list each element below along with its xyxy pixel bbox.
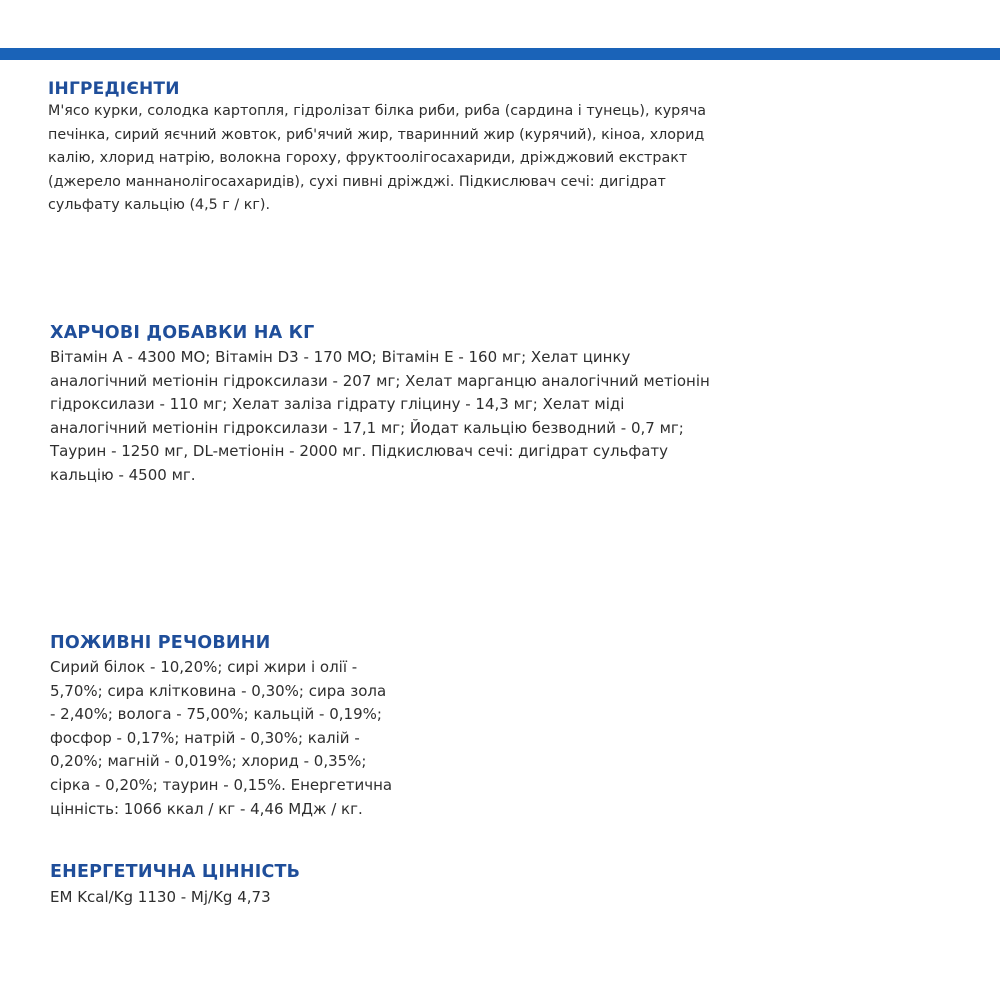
ingredients-text: М'ясо курки, солодка картопля, гідролізат білка риби, риба (сардина і тунець), куряча печінка, сирий яєчний жовток, риб'ячий жир, тваринний жир (курячий), кіноа, хлорид калію, хлорид натрію, волокна гороху, фруктоолігосахариди, дріжджовий екстракт (джерело маннанолігосахаридів), сухі пивні дріжджі. Підкислювач сечі: дигідрат сульфату кальцію (4,5 г / кг).	[48, 103, 707, 213]
additives-title: ХАРЧОВІ ДОБАВКИ НА КГ	[50, 323, 315, 343]
energy-section	[50, 860, 450, 908]
energy-title: ЕНЕРГЕТИЧНА ЦІННІСТЬ	[50, 862, 301, 882]
energy-text: EM Kcal/Kg 1130 - Mj/Kg 4,73	[50, 888, 271, 906]
ingredients-title: ІНГРЕДІЄНТИ	[48, 79, 180, 99]
additives-text: Вітамін А - 4300 МО; Вітамін D3 - 170 МО; Вітамін Е - 160 мг; Хелат цинку аналогічний метіонін гідроксилази - 207 мг; Хелат марганцю аналогічний метіонін гідроксилази - 110 мг; Хелат заліза гідрату гліцину - 14,3 мг; Хелат міді аналогічний метіонін гідроксилази - 17,1 мг; Йодат кальцію безводний - 0,7 мг; Таурин - 1250 мг, DL-метіонін - 2000 мг. Підкислювач сечі: дигідрат сульфату кальцію - 4500 мг.	[50, 348, 710, 484]
ingredients-section	[48, 78, 728, 218]
nutrients-title: ПОЖИВНІ РЕЧОВИНИ	[50, 633, 271, 653]
nutrients-text: Сирий білок - 10,20%; сирі жири і олії - 5,70%; сира клітковина - 0,30%; сира зола - 2,40%; волога - 75,00%; кальцій - 0,19%; фосфор - 0,17%; натрій - 0,30%; калій - 0,20%; магній - 0,019%; хлорид - 0,35%; сірка - 0,20%; таурин - 0,15%. Енергетична цінність: 1066 ккал / кг - 4,46 МДж / кг.	[50, 658, 393, 818]
nutrients-section	[50, 631, 395, 821]
additives-section	[50, 321, 715, 488]
top-accent-bar	[0, 48, 1000, 60]
